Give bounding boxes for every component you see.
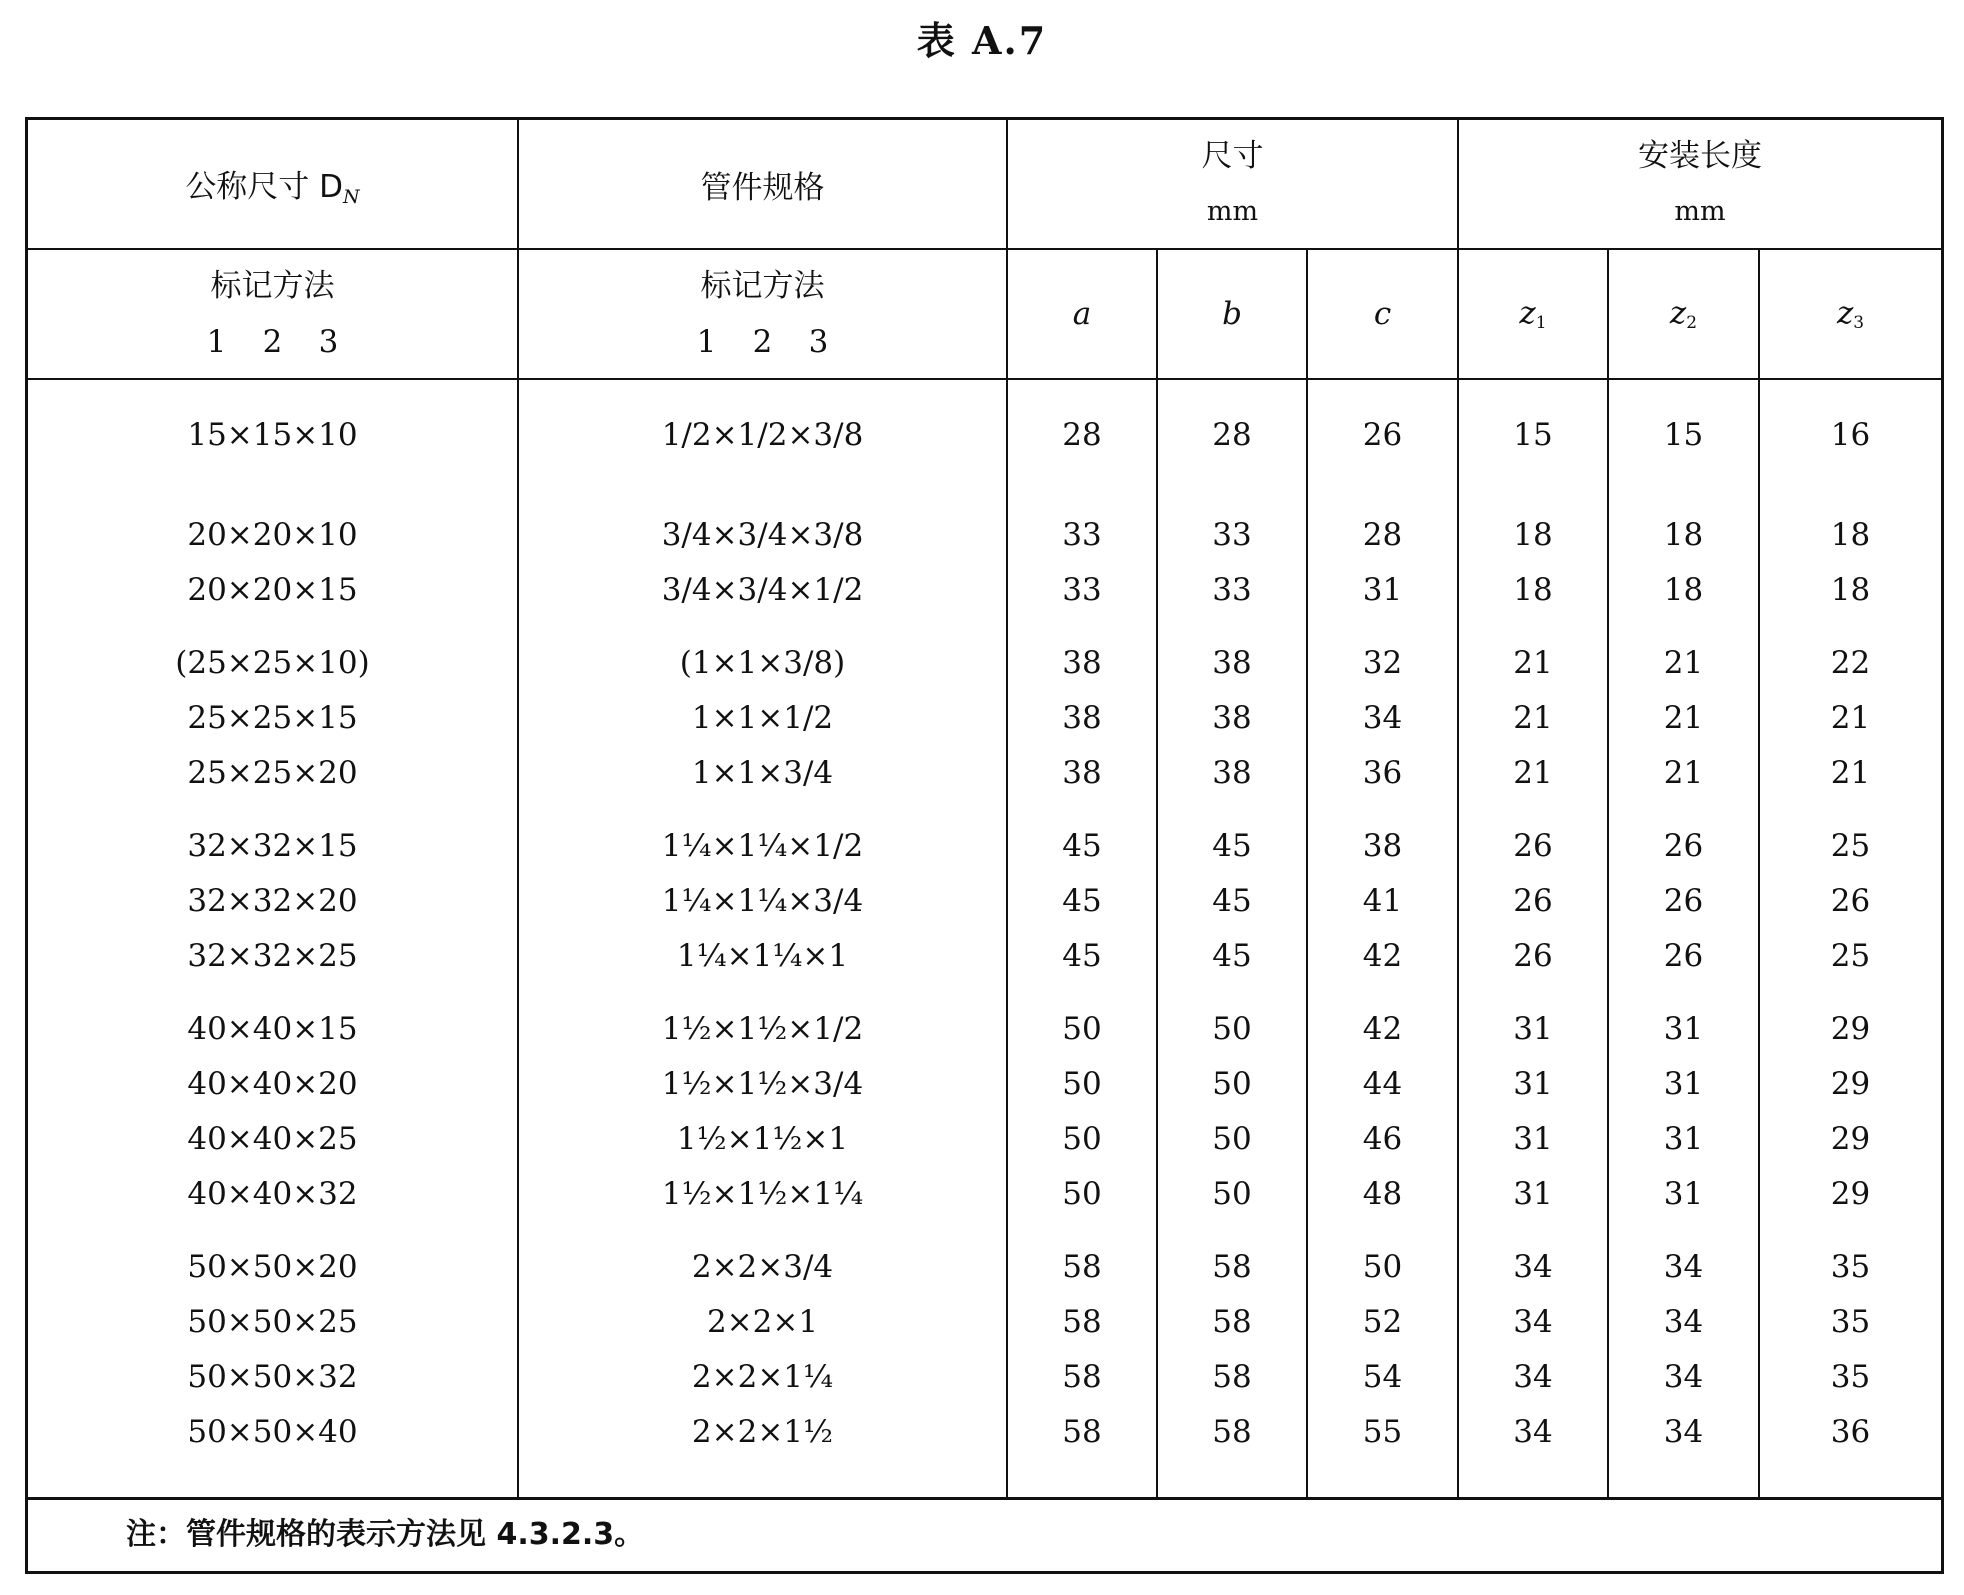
cell-z1: 18 [1458, 563, 1608, 618]
table-title: 表 A.7 [916, 18, 1048, 63]
cell-a: 50 [1007, 1167, 1157, 1222]
cell-spec: (1×1×3/8) [518, 618, 1007, 691]
dimension-table [28, 120, 1941, 1500]
cell-z2: 34 [1608, 1222, 1759, 1295]
cell-a: 45 [1007, 801, 1157, 874]
filler-cell [1608, 1460, 1759, 1500]
cell-a: 50 [1007, 1057, 1157, 1112]
z-subscript: 1 [1535, 313, 1547, 333]
cell-z2: 21 [1608, 691, 1759, 746]
digit-1: 1 [696, 324, 717, 360]
header-install-length [1458, 120, 1941, 249]
cell-c: 38 [1307, 801, 1458, 874]
cell-z3: 21 [1830, 700, 1871, 736]
cell-z3: 29 [1830, 1121, 1871, 1157]
cell-z1: 26 [1458, 929, 1608, 984]
table-row [28, 563, 1941, 618]
cell-b: 50 [1157, 984, 1307, 1057]
cell-z2: 34 [1608, 1295, 1759, 1350]
cell-spec: 1¼×1¼×1 [518, 929, 1007, 984]
cell-b: 33 [1157, 490, 1307, 563]
filler-cell [1458, 1460, 1608, 1500]
cell-spec: 2×2×1 [518, 1295, 1007, 1350]
header-spec: 管件规格 [518, 120, 1007, 249]
cell-z1: 26 [1458, 801, 1608, 874]
table-row [28, 801, 1941, 874]
header-dn [28, 120, 518, 249]
cell-z1: 31 [1458, 1112, 1608, 1167]
cell-z3: 29 [1830, 1066, 1871, 1102]
cell-dn: 15×15×10 [28, 379, 518, 490]
cell-z2: 34 [1608, 1350, 1759, 1405]
cell-z1: 21 [1458, 618, 1608, 691]
table-frame [25, 117, 1944, 1574]
table-row [28, 379, 1941, 490]
cell-z2: 18 [1608, 490, 1759, 563]
cell-z3: 36 [1830, 1414, 1871, 1450]
cell-z1: 26 [1458, 874, 1608, 929]
cell-a: 38 [1007, 746, 1157, 801]
cell-b: 45 [1157, 874, 1307, 929]
filler-cell [1157, 1460, 1307, 1500]
filler-cell [28, 1460, 518, 1500]
cell-c: 28 [1307, 490, 1458, 563]
table-row [28, 1222, 1941, 1295]
cell-a: 33 [1007, 490, 1157, 563]
cell-a: 38 [1007, 691, 1157, 746]
cell-dn: 50×50×32 [28, 1350, 518, 1405]
z-subscript: 3 [1853, 313, 1865, 333]
cell-z1: 31 [1458, 1167, 1608, 1222]
cell-a: 33 [1007, 563, 1157, 618]
header-col-c: c [1307, 249, 1458, 379]
cell-b: 58 [1157, 1405, 1307, 1460]
cell-z2: 21 [1608, 746, 1759, 801]
cell-dn: 32×32×25 [28, 929, 518, 984]
cell-z2: 15 [1608, 379, 1759, 490]
table-row [28, 490, 1941, 563]
cell-dn: 25×25×15 [28, 691, 518, 746]
cell-c: 32 [1307, 618, 1458, 691]
cell-b: 58 [1157, 1350, 1307, 1405]
cell-z1: 21 [1458, 691, 1608, 746]
cell-z3: 16 [1830, 417, 1871, 453]
filler-cell [1007, 1460, 1157, 1500]
table-row [28, 929, 1941, 984]
digit-3: 3 [318, 324, 339, 360]
digit-2: 2 [262, 324, 283, 360]
cell-a: 50 [1007, 1112, 1157, 1167]
cell-dn: 50×50×40 [28, 1405, 518, 1460]
table-row [28, 874, 1941, 929]
cell-dn: 25×25×20 [28, 746, 518, 801]
cell-c: 26 [1307, 379, 1458, 490]
cell-z1: 31 [1458, 1057, 1608, 1112]
filler-cell [1759, 1460, 1941, 1500]
table-row [28, 1112, 1941, 1167]
digit-2: 2 [752, 324, 773, 360]
cell-b: 33 [1157, 563, 1307, 618]
cell-spec: 1½×1½×1/2 [518, 984, 1007, 1057]
cell-spec: 2×2×3/4 [518, 1222, 1007, 1295]
cell-dn: (25×25×10) [28, 618, 518, 691]
cell-c: 31 [1307, 563, 1458, 618]
cell-b: 45 [1157, 801, 1307, 874]
cell-spec: 1×1×3/4 [518, 746, 1007, 801]
table-row [28, 618, 1941, 691]
cell-a: 58 [1007, 1350, 1157, 1405]
cell-z1: 21 [1458, 746, 1608, 801]
header-row-1 [28, 120, 1941, 249]
cell-c: 34 [1307, 691, 1458, 746]
header-spec-mark [518, 249, 1007, 379]
z-symbol: z [1669, 295, 1687, 331]
cell-c: 41 [1307, 874, 1458, 929]
cell-dn: 40×40×32 [28, 1167, 518, 1222]
header-dn-mark [28, 249, 518, 379]
cell-c: 36 [1307, 746, 1458, 801]
cell-b: 50 [1157, 1057, 1307, 1112]
mark-digits [519, 314, 1006, 370]
cell-z2: 31 [1608, 1057, 1759, 1112]
cell-a: 50 [1007, 984, 1157, 1057]
table-note: 注：管件规格的表示方法见 4.3.2.3。 [28, 1497, 1941, 1571]
cell-spec: 1½×1½×1 [518, 1112, 1007, 1167]
cell-z2: 26 [1608, 929, 1759, 984]
cell-spec: 1¼×1¼×3/4 [518, 874, 1007, 929]
header-col-b: b [1157, 249, 1307, 379]
cell-z2: 31 [1608, 1112, 1759, 1167]
cell-z2: 21 [1608, 618, 1759, 691]
cell-b: 28 [1157, 379, 1307, 490]
cell-spec: 1/2×1/2×3/8 [518, 379, 1007, 490]
header-dimension [1007, 120, 1458, 249]
cell-z2: 18 [1608, 563, 1759, 618]
cell-dn: 32×32×15 [28, 801, 518, 874]
table-row [28, 1350, 1941, 1405]
cell-z2: 31 [1608, 984, 1759, 1057]
cell-dn: 40×40×25 [28, 1112, 518, 1167]
cell-z3: 29 [1830, 1011, 1871, 1047]
digit-1: 1 [206, 324, 227, 360]
z-symbol: z [1519, 295, 1536, 331]
dimension-label: 尺寸 [1201, 138, 1264, 174]
cell-z2: 34 [1608, 1405, 1759, 1460]
filler-row [28, 1460, 1941, 1500]
cell-a: 28 [1007, 379, 1157, 490]
cell-spec: 2×2×1¼ [518, 1350, 1007, 1405]
cell-z3: 35 [1830, 1249, 1871, 1285]
cell-z3: 29 [1830, 1176, 1871, 1212]
header-col-z2 [1608, 249, 1759, 379]
cell-z1: 34 [1458, 1222, 1608, 1295]
cell-z3: 18 [1830, 572, 1871, 608]
filler-cell [1307, 1460, 1458, 1500]
cell-c: 46 [1307, 1112, 1458, 1167]
cell-c: 54 [1307, 1350, 1458, 1405]
cell-dn: 20×20×10 [28, 490, 518, 563]
cell-z3: 22 [1830, 645, 1871, 681]
cell-dn: 32×32×20 [28, 874, 518, 929]
cell-z2: 26 [1608, 801, 1759, 874]
table-row [28, 1167, 1941, 1222]
cell-spec: 1½×1½×1¼ [518, 1167, 1007, 1222]
header-col-z1 [1458, 249, 1608, 379]
cell-c: 50 [1307, 1222, 1458, 1295]
cell-spec: 3/4×3/4×3/8 [518, 490, 1007, 563]
z-subscript: 2 [1686, 313, 1698, 333]
header-row-2 [28, 249, 1941, 379]
cell-z1: 34 [1458, 1405, 1608, 1460]
mark-method-label: 标记方法 [700, 268, 825, 304]
cell-spec: 1¼×1¼×1/2 [518, 801, 1007, 874]
cell-c: 42 [1307, 984, 1458, 1057]
cell-a: 58 [1007, 1222, 1157, 1295]
cell-b: 58 [1157, 1295, 1307, 1350]
cell-c: 55 [1307, 1405, 1458, 1460]
dn-subscript: N [343, 185, 360, 208]
cell-z3: 25 [1830, 828, 1871, 864]
cell-z2: 31 [1608, 1167, 1759, 1222]
cell-c: 52 [1307, 1295, 1458, 1350]
z-symbol: z [1836, 295, 1854, 331]
cell-z3: 35 [1830, 1359, 1871, 1395]
cell-spec: 2×2×1½ [518, 1405, 1007, 1460]
cell-b: 38 [1157, 618, 1307, 691]
cell-b: 50 [1157, 1167, 1307, 1222]
cell-z1: 15 [1458, 379, 1608, 490]
cell-a: 58 [1007, 1405, 1157, 1460]
cell-c: 48 [1307, 1167, 1458, 1222]
install-length-label: 安装长度 [1638, 138, 1763, 174]
table-row [28, 746, 1941, 801]
cell-spec: 1½×1½×3/4 [518, 1057, 1007, 1112]
cell-dn: 50×50×20 [28, 1222, 518, 1295]
cell-spec: 1×1×1/2 [518, 691, 1007, 746]
cell-b: 50 [1157, 1112, 1307, 1167]
cell-z2: 26 [1608, 874, 1759, 929]
cell-a: 45 [1007, 929, 1157, 984]
cell-z1: 31 [1458, 984, 1608, 1057]
cell-b: 38 [1157, 746, 1307, 801]
cell-b: 38 [1157, 691, 1307, 746]
header-col-a: a [1007, 249, 1157, 379]
table-row [28, 1405, 1941, 1460]
cell-z1: 34 [1458, 1295, 1608, 1350]
filler-cell [518, 1460, 1007, 1500]
cell-dn: 50×50×25 [28, 1295, 518, 1350]
cell-b: 45 [1157, 929, 1307, 984]
cell-z1: 18 [1458, 490, 1608, 563]
cell-z3: 21 [1830, 755, 1871, 791]
mark-digits [28, 314, 517, 370]
table-row [28, 1295, 1941, 1350]
cell-z3: 25 [1830, 938, 1871, 974]
mark-method-label: 标记方法 [210, 268, 335, 304]
dimension-unit: mm [1206, 196, 1259, 227]
header-col-z3 [1759, 249, 1941, 379]
cell-b: 58 [1157, 1222, 1307, 1295]
cell-c: 42 [1307, 929, 1458, 984]
cell-spec: 3/4×3/4×1/2 [518, 563, 1007, 618]
cell-z1: 34 [1458, 1350, 1608, 1405]
cell-dn: 20×20×15 [28, 563, 518, 618]
cell-c: 44 [1307, 1057, 1458, 1112]
cell-a: 38 [1007, 618, 1157, 691]
dn-label: 公称尺寸 D [185, 168, 344, 205]
table-row [28, 691, 1941, 746]
cell-z3: 26 [1830, 883, 1871, 919]
table-row [28, 1057, 1941, 1112]
cell-a: 58 [1007, 1295, 1157, 1350]
cell-a: 45 [1007, 874, 1157, 929]
cell-z3: 35 [1830, 1304, 1871, 1340]
digit-3: 3 [808, 324, 829, 360]
table-row [28, 984, 1941, 1057]
cell-z3: 18 [1830, 517, 1871, 553]
cell-dn: 40×40×20 [28, 1057, 518, 1112]
install-length-unit: mm [1674, 196, 1726, 227]
cell-dn: 40×40×15 [28, 984, 518, 1057]
